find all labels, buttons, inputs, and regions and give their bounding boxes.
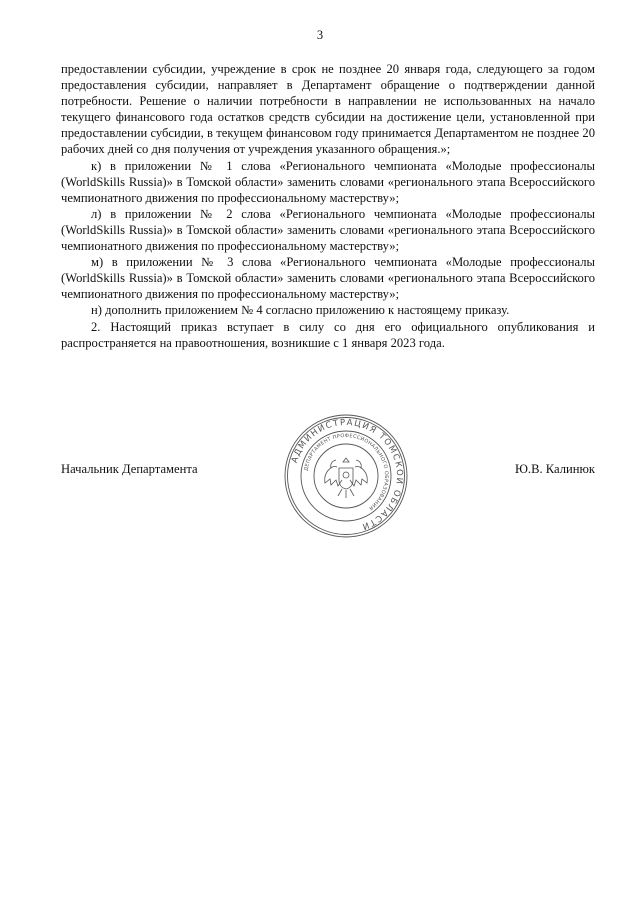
paragraph-continuation: предоставлении субсидии, учреждение в срок не позднее 20 января года, следующего за годом предоставления субсидии, направляет в Департамент обращение о подтверждении данной потребности. Решение о наличии потребности в направлении не использованных на начало текущего финансового года остатков средств субсидии на достижение цели, установленной при предоставлении субсидии, в текущем финансовом году принимается Департаментом не позднее 20 рабочих дней со дня получения от учреждения указанного обращения.»; <box>61 62 595 157</box>
seal-outer-text: АДМИНИСТРАЦИЯ ТОМСКОЙ ОБЛАСТИ <box>289 417 405 532</box>
eagle-emblem-icon <box>325 458 367 498</box>
seal-inner-text: ДЕПАРТАМЕНТ ПРОФЕССИОНАЛЬНОГО ОБРАЗОВАНИЯ <box>303 432 390 511</box>
document-body <box>61 61 595 351</box>
page-number: 3 <box>316 28 324 42</box>
paragraph-item-l: л) в приложении № 2 слова «Регионального чемпионата «Молодые профессионалы (WorldSkills Russia)» в Томской области» заменить словами «регионального этапа Всероссийского чемпионатного движения по профессиональному мастерству»; <box>61 206 595 254</box>
official-seal-stamp <box>282 412 410 540</box>
paragraph-effective-date: 2. Настоящий приказ вступает в силу со дня его официального опубликования и распространяется на правоотношения, возникшие с 1 января 2023 года. <box>61 319 595 350</box>
paragraph-item-m: м) в приложении № 3 слова «Регионального чемпионата «Молодые профессионалы (WorldSkills Russia)» в Томской области» заменить словами «регионального этапа Всероссийского чемпионатного движения по профессиональному мастерству»; <box>61 255 595 302</box>
paragraph-item-n: н) дополнить приложением № 4 согласно приложению к настоящему приказу. <box>91 303 510 318</box>
paragraph-item-k: к) в приложении № 1 слова «Регионального чемпионата «Молодые профессионалы (WorldSkills Russia)» в Томской области» заменить словами «регионального этапа Всероссийского чемпионатного движения по профессиональному мастерству»; <box>61 158 595 205</box>
signatory-position: Начальник Департамента <box>61 462 198 476</box>
signatory-name: Ю.В. Калинюк <box>514 462 595 476</box>
